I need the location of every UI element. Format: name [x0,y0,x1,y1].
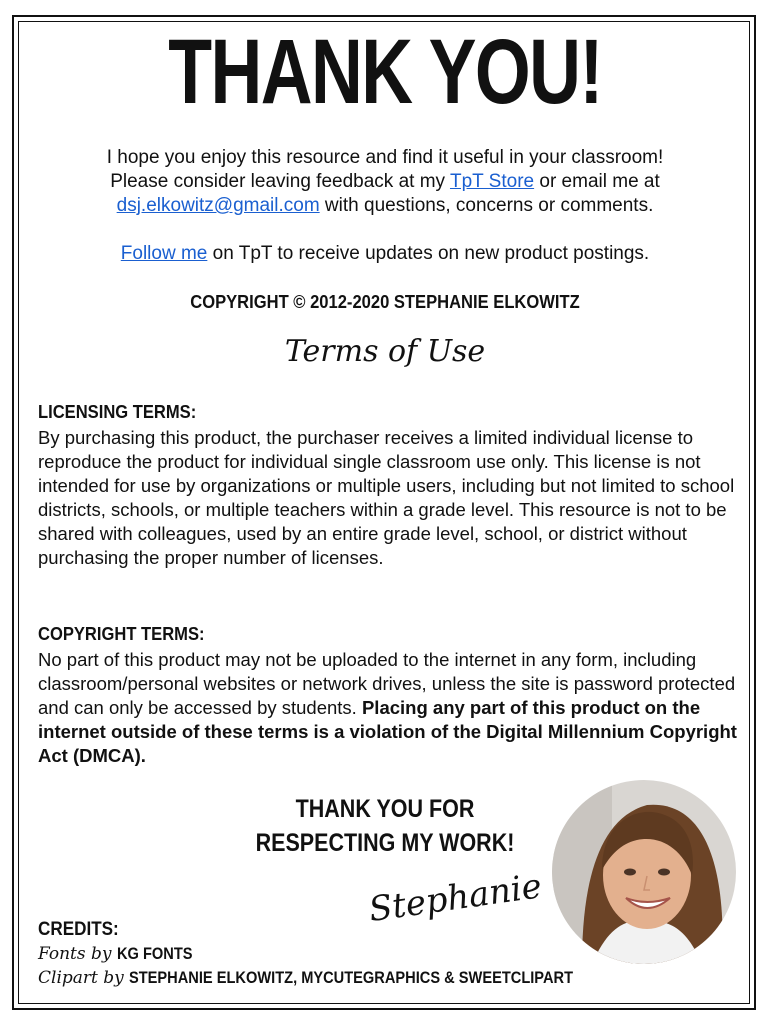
copyright-terms-heading: COPYRIGHT TERMS: [38,624,205,644]
intro-text: with questions, concerns or comments. [319,195,654,216]
licensing-terms-body: By purchasing this product, the purchaser receives a limited individual license to reproduce the product for individual single classroom use only. This license is not intended for use by organizations or multiple users, including but not limited to school districts, schools, or multiple teachers within a grade level. This resource is not to be shared with colleagues, used by an entire grade level, school, or district without purchasing the proper number of licenses. [38,427,735,568]
credits-fonts-line [38,942,205,966]
clipart-label: Clipart by [38,968,130,988]
thank-you-message [252,792,519,860]
fonts-label: Fonts by [38,944,117,964]
intro-line-2 [40,170,730,194]
intro-text: or email me at [534,171,660,192]
intro-paragraph [40,146,730,218]
clipart-value: STEPHANIE ELKOWITZ, MYCUTEGRAPHICS & SWEETCLIPART [129,968,574,987]
thank-you-line-2: RESPECTING MY WORK! [255,829,515,857]
author-photo [552,780,736,964]
follow-line [40,242,730,266]
copyright-terms-text: No part of this product may not be uploaded to the internet in any form, including classroom/personal websites or network drives, unless the site is password protected and can only be accessed by students. [38,649,736,718]
author-portrait-image [552,780,736,964]
copyright-terms-warning: Placing any part of this product on the internet outside of these terms is a violation of the Digital Millennium Copyright Act (DMCA). [38,697,737,766]
follow-text: on TpT to receive updates on new product postings. [207,243,650,264]
copyright-terms-body [38,648,738,768]
page-title: THANK YOU! [168,21,602,123]
credits-clipart-line [38,966,645,990]
intro-line-1: I hope you enjoy this resource and find it useful in your classroom! [106,147,664,168]
credits-heading: CREDITS: [38,919,119,940]
thank-you-line-1: THANK YOU FOR [295,795,475,823]
tpt-store-link[interactable]: TpT Store [449,171,535,192]
follow-me-link[interactable]: Follow me [120,243,208,264]
copyright-notice: COPYRIGHT © 2012-2020 STEPHANIE ELKOWITZ [190,292,580,312]
author-signature: Stephanie [366,866,545,930]
licensing-terms-heading: LICENSING TERMS: [38,402,197,422]
fonts-value: KG FONTS [116,944,193,963]
intro-text: Please consider leaving feedback at my [110,171,450,192]
email-link[interactable]: dsj.elkowitz@gmail.com [116,195,320,216]
terms-of-use-heading: Terms of Use [284,334,486,369]
intro-line-3 [40,194,730,218]
